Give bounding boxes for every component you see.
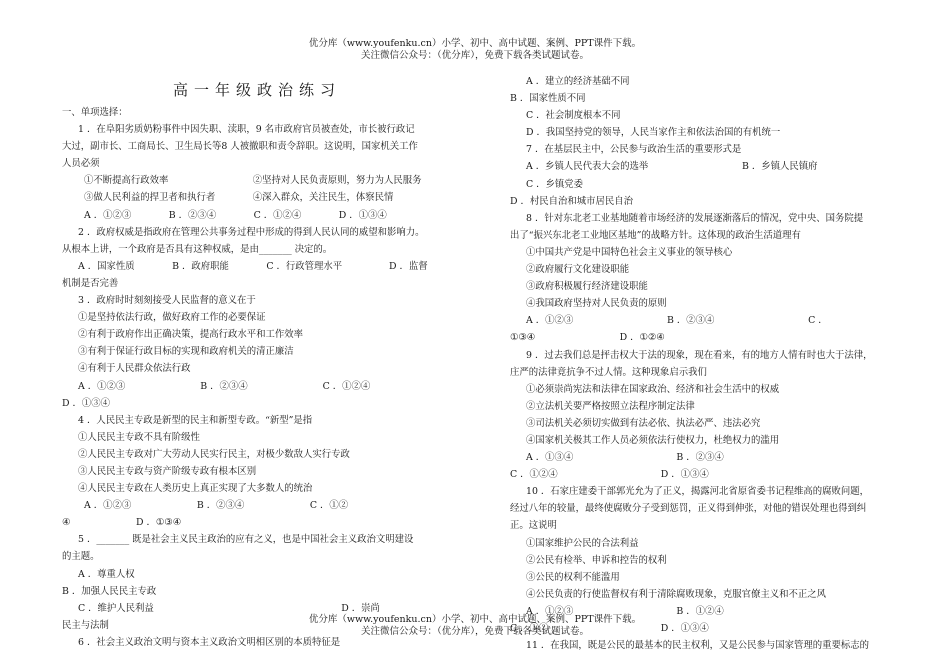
answer-options: A ．①②③ B ．②③④ C ． [526, 315, 828, 327]
statement-line: ④国家机关极其工作人员必须依法行使权力，杜绝权力的滥用 [526, 434, 780, 446]
answer-options: A ．乡镇人民代表大会的选举 B ．乡镇人民镇府 [526, 161, 818, 173]
question-line: 1 ．在阜阳劣质奶粉事件中因失职、渎职，9 名市政府官员被查处，市长被行政记 [78, 124, 415, 136]
question-line: 4 ．人民民主专政是新型的民主和新型专政。“新型”是指 [78, 414, 313, 426]
statement-line: ①是坚持依法行政，做好政府工作的必要保证 [78, 312, 266, 324]
statement-line: ③公民的权利不能滥用 [526, 571, 620, 583]
question-line: 从根本上讲，一个政府是否具有这种权威，是由_______ 决定的。 [62, 243, 333, 255]
footer-line-1: 优分库（www.youfenku.cn）小学、初中、高中试题、案例、PPT课件下载。 [308, 614, 642, 625]
statement-line: ④人民民主专政在人类历史上真正实现了大多数人的统治 [78, 483, 313, 495]
answer-option: 民主与法制 [62, 619, 109, 631]
answer-options: A ．①②③ B ．②③④ C ．①②④ [78, 380, 371, 392]
statement-line: ②立法机关要严格按照立法程序制定法律 [526, 400, 695, 412]
statement-line: ④我国政府坚持对人民负责的原则 [526, 298, 667, 310]
answer-options: 机制是否完善 [62, 277, 119, 289]
document-title: 高一年级政治练习 [172, 81, 341, 99]
question-line: 经过八年的较量，最终使腐败分子受到惩罚，正义得到伸张，对他的错误处理也得到纠 [510, 503, 867, 515]
statement-line: ③司法机关必须切实做到有法必依、执法必严、违法必究 [526, 417, 761, 429]
answer-options: A ．①②③ B ．②③④ C ．①② [84, 500, 349, 512]
answer-option: D ．村民自治和城市居民自治 [510, 195, 633, 207]
question-line: 6 ．社会主义政治文明与资本主义政治文明相区别的本质特征是 [78, 636, 341, 648]
answer-options: C ．①② D ．①③④ [510, 623, 709, 634]
question-line: 10 ．石家庄建委干部郭光允为了正义，揭露河北省原省委书记程维高的腐败问题， [526, 486, 870, 498]
statement-line: ②有利于政府作出正确决策，提高行政水平和工作效率 [78, 329, 304, 341]
footer-line-2: 关注微信公众号：（优分库），免费下载各类试题试卷。 [360, 626, 589, 637]
answer-options: C ．①②④ D ．①③④ [510, 469, 709, 481]
answer-options: ④ D ．①③④ [62, 517, 182, 529]
statement-line: ②政府履行文化建设职能 [526, 264, 630, 276]
question-line: 9 ．过去我们总是抨击权大于法的现象，现在看来，有的地方人情有时也大于法律， [526, 349, 873, 361]
question-line: 3 ．政府时时刻刻接受人民监督的意义在于 [78, 295, 256, 307]
statement-line: ④公民负责的行使监督权有利于清除腐败现象，克服官僚主义和不正之风 [526, 588, 827, 600]
answer-options: D ．①③④ [62, 397, 110, 409]
statement-line: ①人民民主专政不具有阶级性 [78, 431, 200, 443]
statement-line: ③做人民利益的捍卫者和执行者 ④深入群众，关注民生，体察民情 [84, 192, 394, 204]
page-header [0, 38, 950, 62]
answer-option: B ．加强人民民主专政 [62, 585, 157, 597]
statement-line: ③政府积极履行经济建设职能 [526, 281, 648, 293]
question-line: 人员必须 [62, 158, 100, 170]
statement-line: ①中国共产党是中国特色社会主义事业的领导核心 [526, 246, 733, 258]
answer-options: A ．①③④ B ．②③④ [526, 452, 724, 464]
answer-option: C ．社会制度根本不同 [526, 110, 621, 122]
answer-options: A ．国家性质 B ．政府职能 C ．行政管理水平 D ．监督 [78, 260, 428, 272]
statement-line: ①不断提高行政效率 ②坚持对人民负责原则，努力为人民服务 [84, 175, 422, 187]
question-line: 庄严的法律竟抗争不过人情。这种现象启示我们 [510, 366, 707, 378]
answer-option: D ．我国坚持党的领导，人民当家作主和依法治国的有机统一 [526, 127, 781, 139]
question-line: 的主题。 [62, 551, 100, 563]
answer-options: A ．①②③ B ．②③④ C ．①②④ D ．①③④ [84, 209, 387, 221]
statement-line: ③有利于保证行政目标的实现和政府机关的清正廉洁 [78, 346, 294, 358]
statement-line: ①国家维护公民的合法利益 [526, 537, 639, 549]
statement-line: ④有利于人民群众依法行政 [78, 363, 191, 375]
header-line-1: 优分库（www.youfenku.cn）小学、初中、高中试题、案例、PPT课件下载。 [308, 38, 642, 49]
statement-line: ③人民民主专政与资产阶级专政有根本区别 [78, 465, 257, 477]
section-heading: 一、单项选择： [62, 107, 128, 118]
answer-option: C ．维护人民利益 D ．崇尚 [78, 602, 380, 614]
question-line: 正。这说明 [510, 520, 557, 532]
right-column [510, 73, 888, 654]
answer-options: A ．①②③ B ．①②④ [526, 605, 724, 617]
question-line: 7 ．在基层民主中，公民参与政治生活的重要形式是 [526, 144, 742, 156]
answer-options: ①③④ D ．①②④ [510, 332, 665, 344]
statement-line: ②公民有检举、申诉和控告的权利 [526, 554, 667, 566]
answer-option: C ．乡镇党委 [526, 178, 584, 190]
page-footer [0, 614, 950, 638]
answer-option: B ．国家性质不同 [510, 93, 586, 105]
question-line: 2 ．政府权威是指政府在管理公共事务过程中形成的得到人民认同的威望和影响力。 [78, 226, 425, 238]
statement-line: ②人民民主专政对广大劳动人民实行民主，对极少数敌人实行专政 [78, 448, 350, 460]
answer-option: A ．建立的经济基础不同 [526, 76, 630, 87]
question-line: 5 ．_______ 既是社会主义民主政治的应有之义，也是中国社会主义政治文明建设 [78, 534, 414, 546]
question-line: 11 ．在我国，既是公民的最基本的民主权利，又是公民参与国家管理的重要标志的 [526, 640, 870, 652]
header-line-2: 关注微信公众号：（优分库），免费下载各类试题试卷。 [360, 50, 589, 61]
question-line: 8 ．针对东北老工业基地随着市场经济的发展逐渐落后的情况，党中央、国务院提 [526, 212, 864, 224]
question-line: 大过，副市长、工商局长、卫生局长等8 人被撤职和责令辞职。这说明，国家机关工作 [62, 141, 418, 153]
left-column [62, 78, 452, 651]
statement-line: ①必须崇尚宪法和法律在国家政治、经济和社会生活中的权威 [526, 383, 780, 395]
question-line: 出了“振兴东北老工业地区基地”的战略方针。这体现的政治生活道理有 [510, 229, 801, 241]
answer-option: A ．尊重人权 [78, 568, 135, 580]
